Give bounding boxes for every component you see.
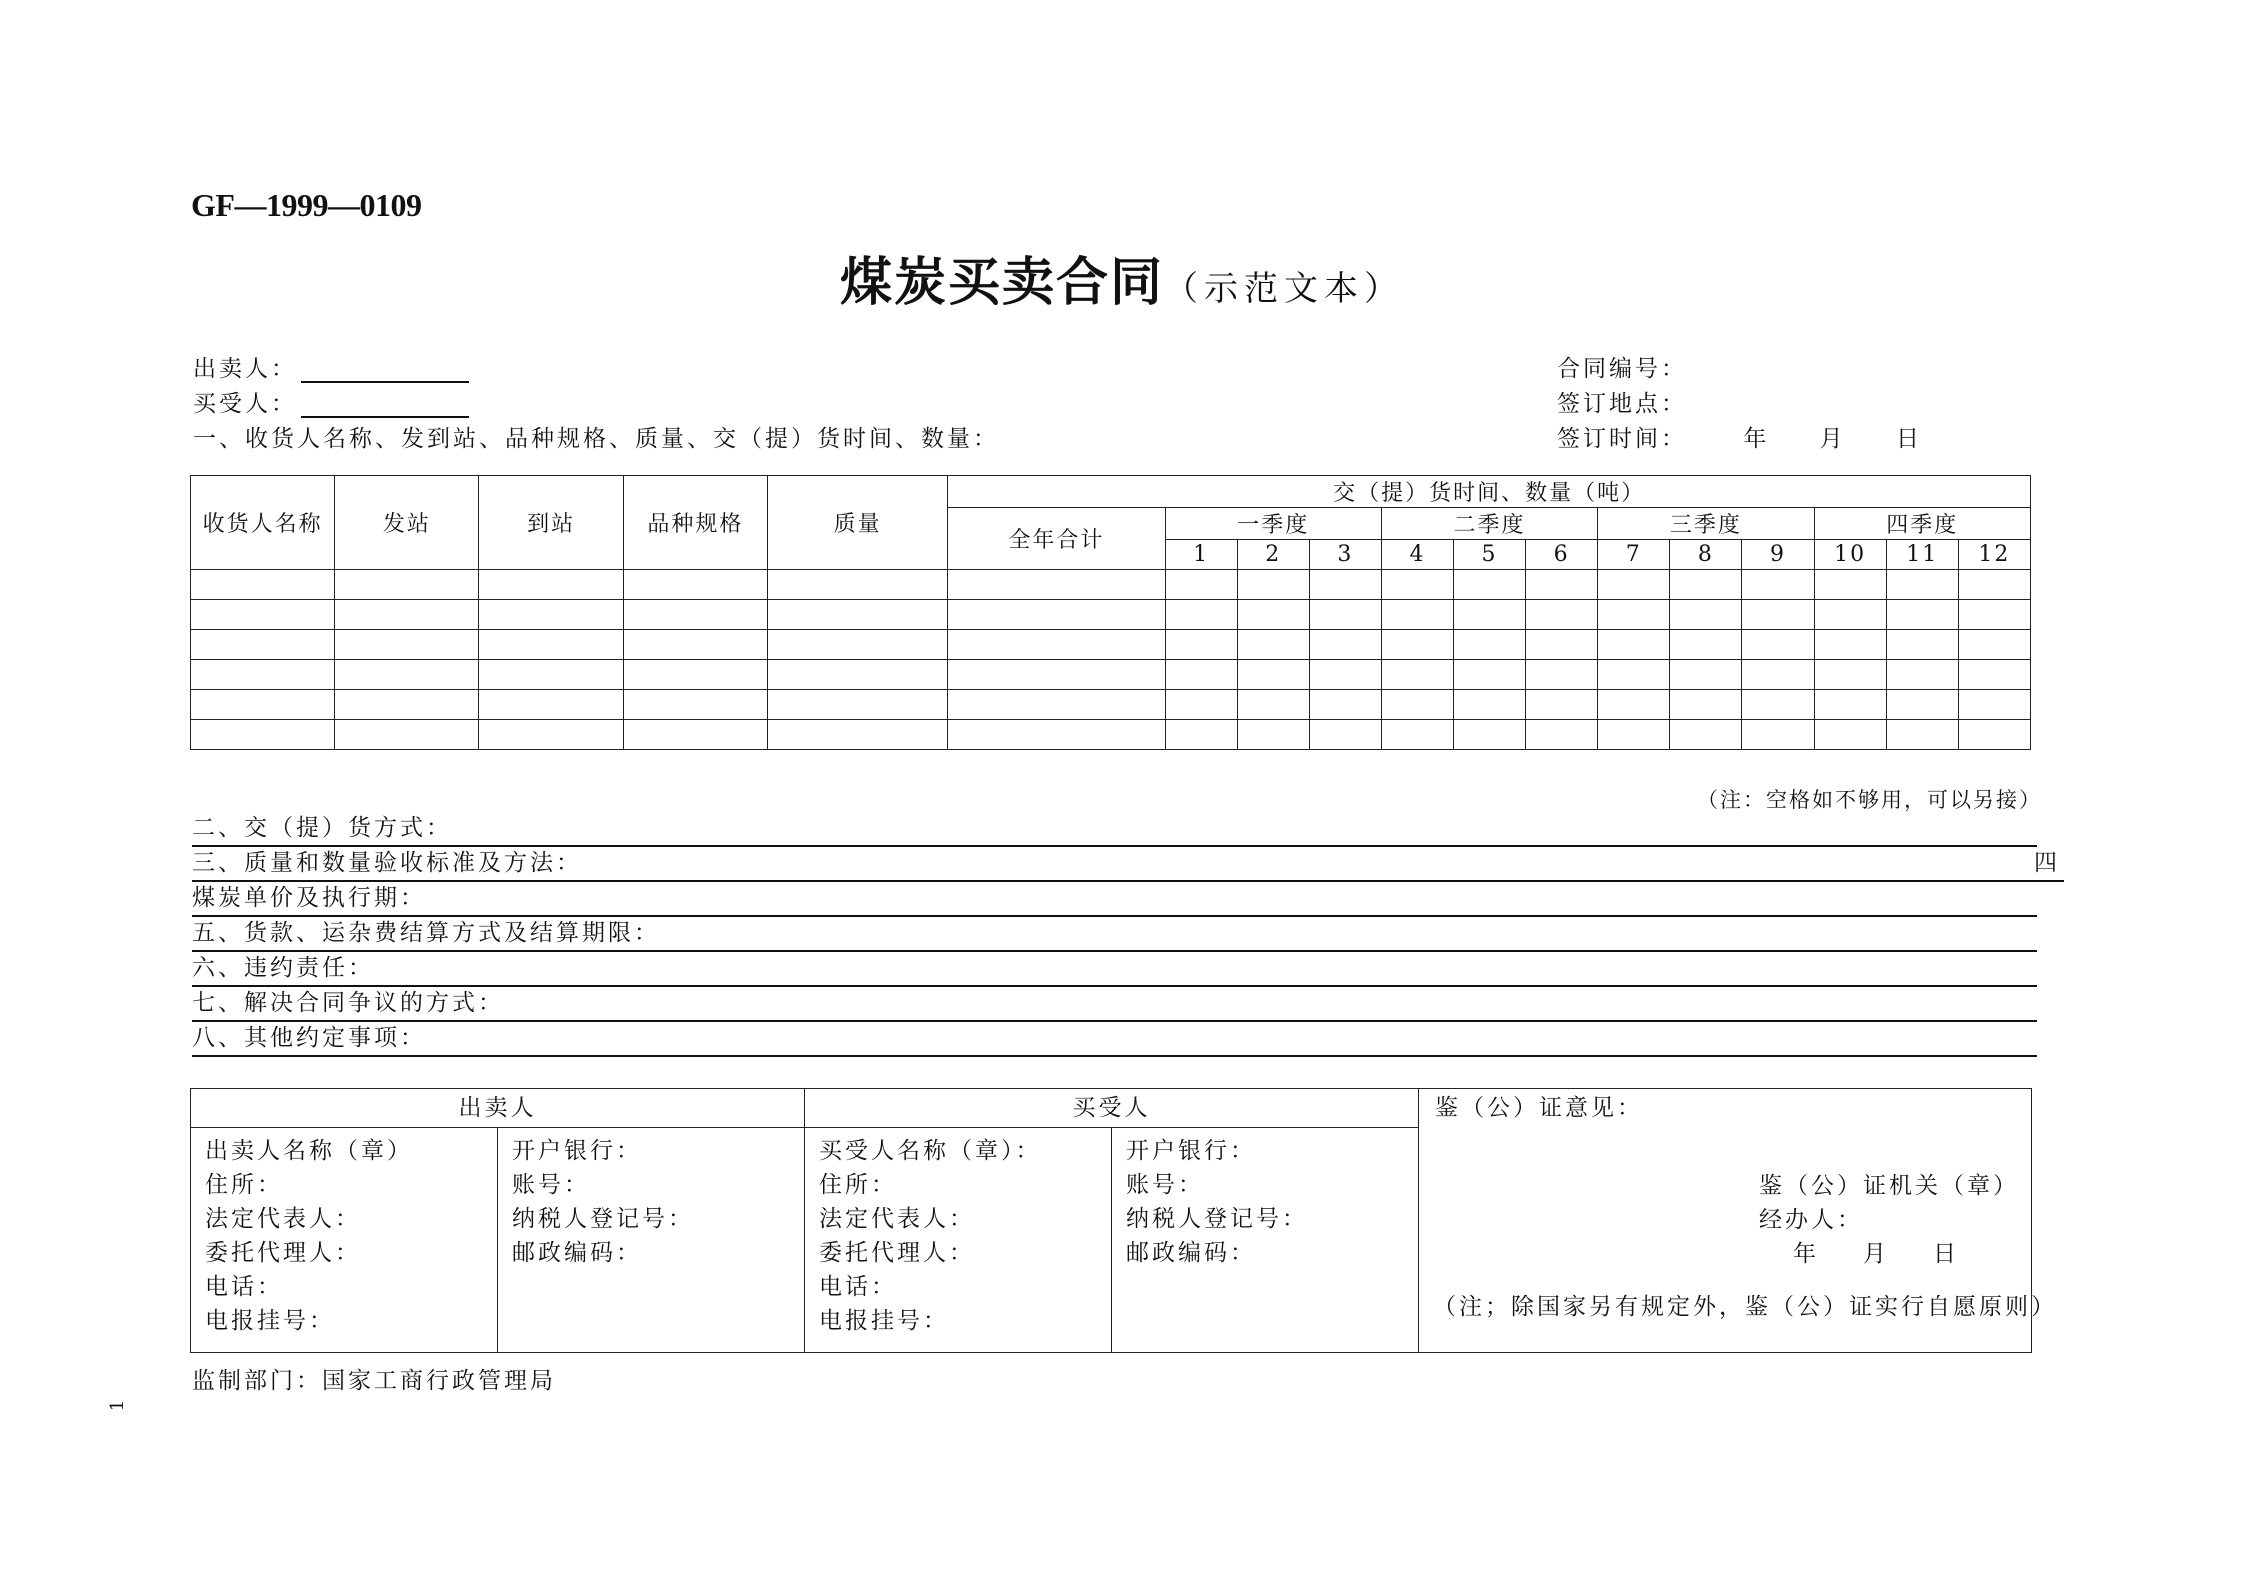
table-cell[interactable] xyxy=(623,630,767,660)
month-header: 10 xyxy=(1814,540,1886,570)
notary-cell xyxy=(1419,1089,2057,1353)
seller-bank-field: 开户银行： xyxy=(512,1138,642,1164)
table-cell[interactable] xyxy=(1454,600,1526,630)
table-cell[interactable] xyxy=(1598,690,1670,720)
sign-time-label: 签订时间： xyxy=(1557,426,1687,452)
buyer-bank-field: 纳税人登记号： xyxy=(1126,1206,1308,1232)
table-cell[interactable] xyxy=(1309,690,1381,720)
table-cell[interactable] xyxy=(1958,690,2030,720)
table-cell[interactable] xyxy=(1742,660,1814,690)
quarter-header: 一季度 xyxy=(1165,508,1381,540)
sign-year: 年 xyxy=(1743,426,1770,452)
table-cell[interactable] xyxy=(1886,660,1958,690)
table-cell[interactable] xyxy=(1670,660,1742,690)
seller-field: 出卖人名称（章） xyxy=(205,1138,413,1164)
table-cell[interactable] xyxy=(948,720,1165,750)
buyer-bank-field: 邮政编码： xyxy=(1126,1240,1256,1266)
notary-date xyxy=(1793,1239,1959,1269)
table-cell[interactable] xyxy=(1309,600,1381,630)
clause-3-tail: 四 xyxy=(2034,850,2060,876)
clause-3-label: 三、质量和数量验收标准及方法： xyxy=(192,850,582,876)
table-cell[interactable] xyxy=(479,570,623,600)
seller-field: 住所： xyxy=(205,1172,283,1198)
clause-8-label: 八、其他约定事项： xyxy=(192,1025,426,1051)
buyer-field: 住所： xyxy=(819,1172,897,1198)
table-cell[interactable] xyxy=(623,660,767,690)
table-cell[interactable] xyxy=(1309,660,1381,690)
table-cell[interactable] xyxy=(191,630,335,660)
notary-org: 鉴（公）证机关（章） xyxy=(1759,1173,2019,1199)
sign-place-label: 签订地点： xyxy=(1557,391,1687,417)
table-cell[interactable] xyxy=(1381,660,1453,690)
table-cell[interactable] xyxy=(1165,600,1237,630)
buyer-info-right xyxy=(1112,1128,1419,1353)
quarter-header: 三季度 xyxy=(1598,508,1814,540)
seller-blank[interactable] xyxy=(301,359,469,383)
table-cell[interactable] xyxy=(1454,690,1526,720)
notary-note: （注；除国家另有规定外，鉴（公）证实行自愿原则） xyxy=(1433,1294,2057,1320)
seller-header: 出卖人 xyxy=(191,1089,805,1128)
table-row xyxy=(191,660,2031,690)
page-number: 1 xyxy=(107,1399,129,1412)
table-note: （注：空格如不够用，可以另接） xyxy=(1697,788,2042,812)
table-cell[interactable] xyxy=(1237,570,1309,600)
table-cell[interactable] xyxy=(1598,720,1670,750)
table-cell[interactable] xyxy=(1526,570,1598,600)
seller-field: 电话： xyxy=(205,1274,283,1300)
table-cell[interactable] xyxy=(1237,600,1309,630)
table-cell[interactable] xyxy=(191,600,335,630)
table-cell[interactable] xyxy=(1886,630,1958,660)
table-cell[interactable] xyxy=(191,720,335,750)
buyer-field: 委托代理人： xyxy=(819,1240,975,1266)
buyer-label: 买受人： xyxy=(193,391,297,417)
table-cell[interactable] xyxy=(1814,570,1886,600)
clause-8[interactable] xyxy=(192,1022,2037,1057)
clause-6[interactable] xyxy=(192,952,2037,987)
table-cell[interactable] xyxy=(1670,630,1742,660)
notary-month: 月 xyxy=(1863,1241,1889,1267)
table-cell[interactable] xyxy=(191,660,335,690)
table-cell[interactable] xyxy=(948,600,1165,630)
table-cell[interactable] xyxy=(1886,600,1958,630)
table-cell[interactable] xyxy=(1237,690,1309,720)
title-sub: （示范文本） xyxy=(1164,269,1404,309)
table-cell[interactable] xyxy=(479,600,623,630)
table-row xyxy=(191,630,2031,660)
table-cell[interactable] xyxy=(1670,600,1742,630)
month-header: 12 xyxy=(1958,540,2030,570)
table-cell[interactable] xyxy=(948,630,1165,660)
table-cell[interactable] xyxy=(1381,720,1453,750)
table-cell[interactable] xyxy=(1381,600,1453,630)
table-cell[interactable] xyxy=(1958,660,2030,690)
buyer-blank[interactable] xyxy=(301,394,469,418)
seller-line xyxy=(193,350,469,383)
table-cell[interactable] xyxy=(1598,660,1670,690)
table-cell[interactable] xyxy=(335,600,479,630)
table-cell[interactable] xyxy=(948,690,1165,720)
table-cell[interactable] xyxy=(335,570,479,600)
seller-info-right xyxy=(498,1128,805,1353)
table-cell[interactable] xyxy=(1526,720,1598,750)
table-cell[interactable] xyxy=(1958,630,2030,660)
table-cell[interactable] xyxy=(767,660,947,690)
table-cell[interactable] xyxy=(1381,570,1453,600)
table-cell[interactable] xyxy=(479,720,623,750)
seller-field: 委托代理人： xyxy=(205,1240,361,1266)
table-cell[interactable] xyxy=(1526,660,1598,690)
table-cell[interactable] xyxy=(1237,660,1309,690)
notary-opinion: 鉴（公）证意见： xyxy=(1435,1095,1643,1121)
table-cell[interactable] xyxy=(767,600,947,630)
table-cell[interactable] xyxy=(1165,570,1237,600)
seller-field: 法定代表人： xyxy=(205,1206,361,1232)
table-cell[interactable] xyxy=(1309,720,1381,750)
sign-day: 日 xyxy=(1895,426,1922,452)
table-cell[interactable] xyxy=(1814,720,1886,750)
signature-table xyxy=(190,1088,2057,1353)
table-cell[interactable] xyxy=(1454,570,1526,600)
col-header-consignee: 收货人名称 xyxy=(191,476,335,570)
table-cell[interactable] xyxy=(479,660,623,690)
table-cell[interactable] xyxy=(1886,570,1958,600)
table-row xyxy=(191,720,2031,750)
buyer-bank-field: 账号： xyxy=(1126,1172,1204,1198)
table-row xyxy=(191,570,2031,600)
clause-7-label: 七、解决合同争议的方式： xyxy=(192,990,504,1016)
month-header: 4 xyxy=(1381,540,1453,570)
notary-year: 年 xyxy=(1793,1241,1819,1267)
seller-field: 电报挂号： xyxy=(205,1308,335,1334)
table-cell[interactable] xyxy=(191,570,335,600)
clause-5-label: 五、货款、运杂费结算方式及结算期限： xyxy=(192,920,660,946)
notary-handler: 经办人： xyxy=(1759,1207,1863,1233)
table-cell[interactable] xyxy=(1670,570,1742,600)
buyer-field: 买受人名称（章）： xyxy=(819,1138,1042,1164)
clause-4-label: 煤炭单价及执行期： xyxy=(192,885,426,911)
table-cell[interactable] xyxy=(1598,600,1670,630)
table-cell[interactable] xyxy=(1165,690,1237,720)
table-cell[interactable] xyxy=(1165,660,1237,690)
table-cell[interactable] xyxy=(1454,660,1526,690)
buyer-line xyxy=(193,385,469,418)
table-cell[interactable] xyxy=(1814,630,1886,660)
table-cell[interactable] xyxy=(479,630,623,660)
table-cell[interactable] xyxy=(1886,690,1958,720)
table-cell[interactable] xyxy=(1742,690,1814,720)
clause-6-label: 六、违约责任： xyxy=(192,955,374,981)
title-main: 煤炭买卖合同 xyxy=(839,252,1164,313)
table-cell[interactable] xyxy=(1742,600,1814,630)
table-cell[interactable] xyxy=(1958,570,2030,600)
col-header-total: 全年合计 xyxy=(948,508,1165,570)
clause-2[interactable] xyxy=(192,812,2037,847)
clause-7[interactable] xyxy=(192,987,2037,1022)
table-cell[interactable] xyxy=(1526,630,1598,660)
month-header: 7 xyxy=(1598,540,1670,570)
table-cell[interactable] xyxy=(623,690,767,720)
table-cell[interactable] xyxy=(1670,720,1742,750)
table-cell[interactable] xyxy=(1526,600,1598,630)
table-cell[interactable] xyxy=(191,690,335,720)
month-header: 2 xyxy=(1237,540,1309,570)
seller-info-left xyxy=(191,1128,498,1353)
table-cell[interactable] xyxy=(1309,630,1381,660)
col-group-delivery: 交（提）货时间、数量（吨） xyxy=(948,476,2031,508)
table-cell[interactable] xyxy=(1670,690,1742,720)
sign-time-line xyxy=(1557,420,1922,453)
quarter-header: 四季度 xyxy=(1814,508,2030,540)
col-header-to-station: 到站 xyxy=(479,476,623,570)
sign-month: 月 xyxy=(1819,426,1846,452)
buyer-field: 法定代表人： xyxy=(819,1206,975,1232)
month-header: 8 xyxy=(1670,540,1742,570)
table-cell[interactable] xyxy=(1381,630,1453,660)
month-header: 11 xyxy=(1886,540,1958,570)
month-header: 3 xyxy=(1309,540,1381,570)
table-cell[interactable] xyxy=(623,600,767,630)
buyer-info-left xyxy=(805,1128,1112,1353)
notary-day: 日 xyxy=(1933,1241,1959,1267)
month-header: 5 xyxy=(1454,540,1526,570)
seller-bank-field: 纳税人登记号： xyxy=(512,1206,694,1232)
table-cell[interactable] xyxy=(623,570,767,600)
month-header: 6 xyxy=(1526,540,1598,570)
month-header: 9 xyxy=(1742,540,1814,570)
table-cell[interactable] xyxy=(623,720,767,750)
month-header: 1 xyxy=(1165,540,1237,570)
table-cell[interactable] xyxy=(1814,660,1886,690)
clause-5[interactable] xyxy=(192,917,2037,952)
clause-4[interactable] xyxy=(192,882,2037,917)
buyer-field: 电报挂号： xyxy=(819,1308,949,1334)
table-cell[interactable] xyxy=(1958,600,2030,630)
table-cell[interactable] xyxy=(335,690,479,720)
buyer-bank-field: 开户银行： xyxy=(1126,1138,1256,1164)
seller-bank-field: 账号： xyxy=(512,1172,590,1198)
table-cell[interactable] xyxy=(767,690,947,720)
table-cell[interactable] xyxy=(1814,600,1886,630)
table-cell[interactable] xyxy=(1165,720,1237,750)
table-cell[interactable] xyxy=(767,570,947,600)
clause-3[interactable] xyxy=(192,847,2064,882)
table-cell[interactable] xyxy=(767,630,947,660)
contract-no-label: 合同编号： xyxy=(1557,356,1687,382)
table-cell[interactable] xyxy=(1381,690,1453,720)
table-cell[interactable] xyxy=(1454,720,1526,750)
table-cell[interactable] xyxy=(1237,630,1309,660)
delivery-table xyxy=(190,475,2031,750)
table-row xyxy=(191,690,2031,720)
table-cell[interactable] xyxy=(335,720,479,750)
table-cell[interactable] xyxy=(1165,630,1237,660)
table-cell[interactable] xyxy=(1814,690,1886,720)
table-cell[interactable] xyxy=(948,570,1165,600)
table-cell[interactable] xyxy=(1526,690,1598,720)
table-cell[interactable] xyxy=(948,660,1165,690)
table-cell[interactable] xyxy=(1454,630,1526,660)
table-cell[interactable] xyxy=(1598,630,1670,660)
buyer-header: 买受人 xyxy=(805,1089,1419,1128)
quarter-header: 二季度 xyxy=(1381,508,1597,540)
supervising-dept: 监制部门：国家工商行政管理局 xyxy=(192,1368,556,1394)
table-cell[interactable] xyxy=(1309,570,1381,600)
table-cell[interactable] xyxy=(479,690,623,720)
col-header-quality: 质量 xyxy=(767,476,947,570)
table-cell[interactable] xyxy=(1742,720,1814,750)
document-title xyxy=(0,240,2244,315)
col-header-spec: 品种规格 xyxy=(623,476,767,570)
seller-bank-field: 邮政编码： xyxy=(512,1240,642,1266)
document-code: GF—1999—0109 xyxy=(191,187,422,223)
table-cell[interactable] xyxy=(767,720,947,750)
table-cell[interactable] xyxy=(1742,570,1814,600)
clause-1-heading: 一、收货人名称、发到站、品种规格、质量、交（提）货时间、数量： xyxy=(193,426,999,452)
seller-label: 出卖人： xyxy=(193,356,297,382)
table-cell[interactable] xyxy=(335,630,479,660)
table-cell[interactable] xyxy=(1958,720,2030,750)
table-cell[interactable] xyxy=(335,660,479,690)
table-cell[interactable] xyxy=(1237,720,1309,750)
table-cell[interactable] xyxy=(1742,630,1814,660)
col-header-from-station: 发站 xyxy=(335,476,479,570)
table-cell[interactable] xyxy=(1886,720,1958,750)
buyer-field: 电话： xyxy=(819,1274,897,1300)
table-row xyxy=(191,600,2031,630)
clause-2-label: 二、交（提）货方式： xyxy=(192,815,452,841)
table-cell[interactable] xyxy=(1598,570,1670,600)
